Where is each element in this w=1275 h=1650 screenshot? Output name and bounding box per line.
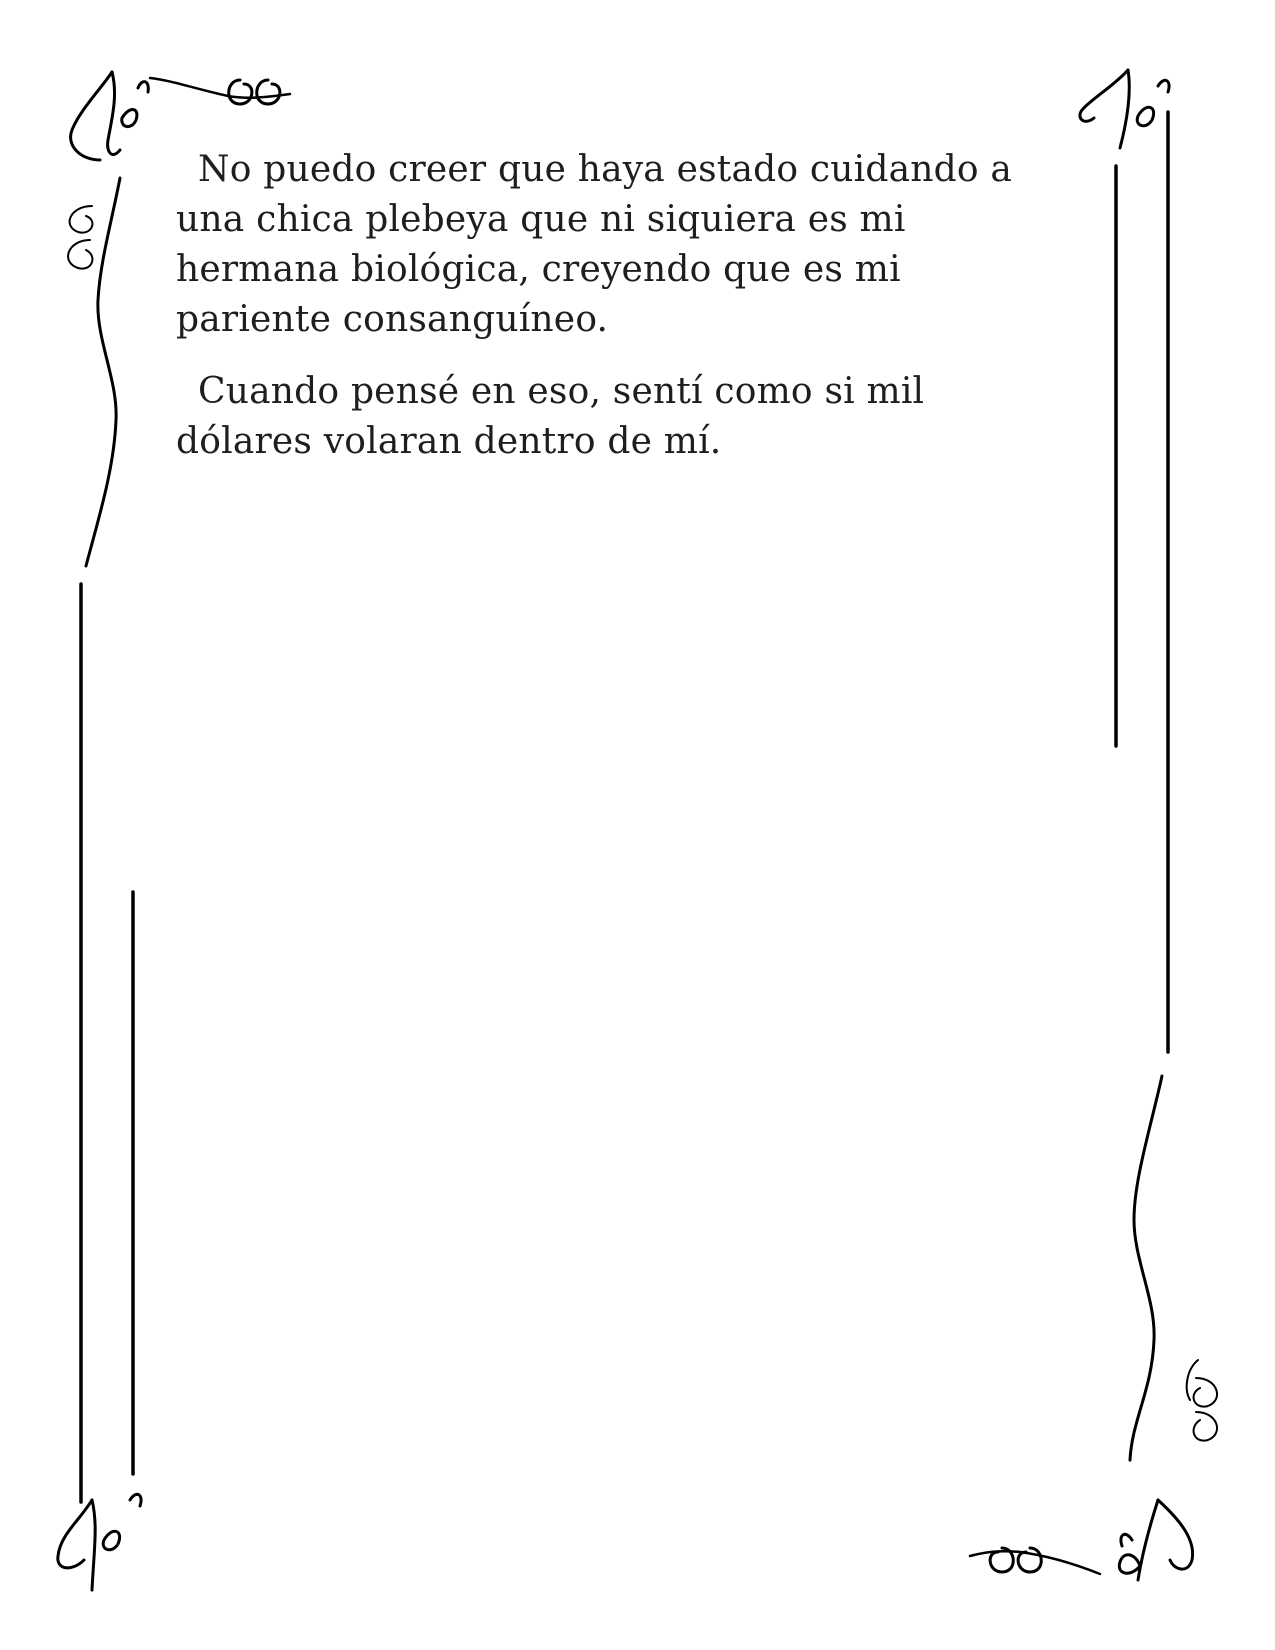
top-right-flourish-icon	[1080, 70, 1169, 148]
bottom-right-flourish-icon	[970, 1500, 1193, 1580]
paragraph-1: No puedo creer que haya estado cuidando a una chica plebeya que ni siquiera es mi hermana biológica, creyendo que es mi pariente consanguíneo.	[176, 149, 1013, 340]
body-text	[176, 145, 1046, 489]
paragraph-2: Cuando pensé en eso, sentí como si mil dólares volaran dentro de mí.	[176, 371, 925, 462]
left-flowing-line	[86, 178, 120, 566]
right-flowing-line	[1130, 1076, 1162, 1460]
bottom-left-flourish-icon	[58, 1494, 141, 1590]
right-swirl-icon	[1187, 1360, 1217, 1441]
left-swirl-icon	[68, 206, 92, 269]
